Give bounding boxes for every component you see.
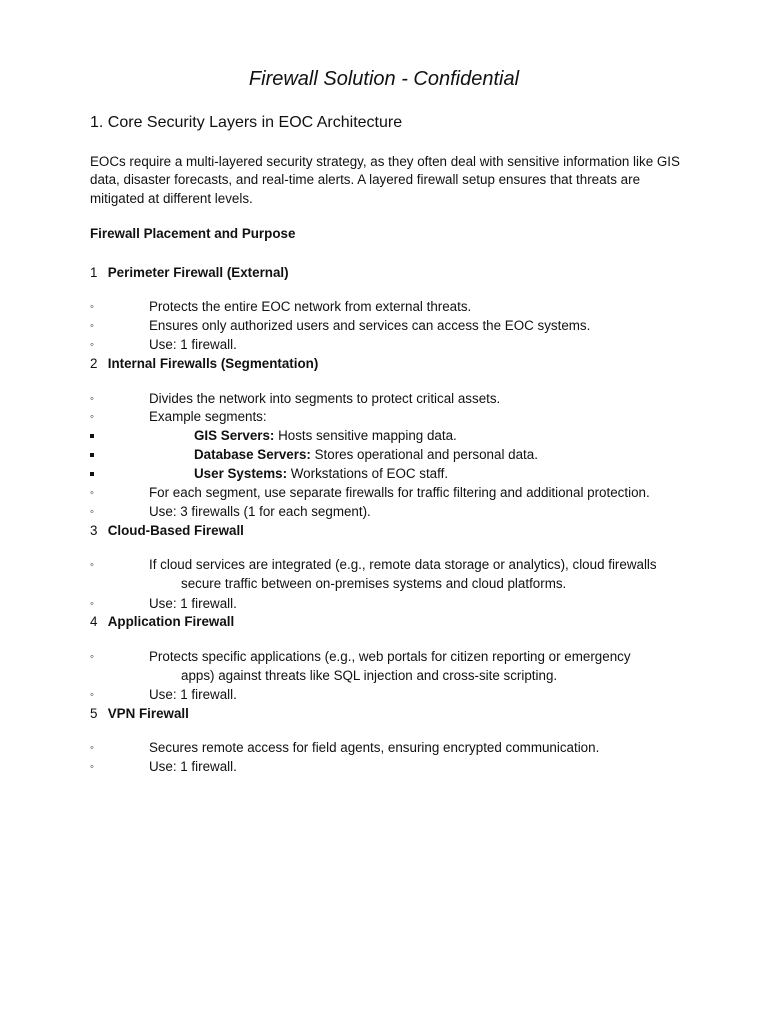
list-item: ◦ Divides the network into segments to protect critical assets. xyxy=(90,390,690,409)
circle-bullet-icon: ◦ xyxy=(90,411,94,423)
numbered-item-cloud xyxy=(90,522,244,540)
item-number: 4 xyxy=(90,614,98,629)
square-bullet-icon xyxy=(90,472,94,476)
list-item: ◦ Protects the entire EOC network from external threats. xyxy=(90,298,690,317)
document-title: Firewall Solution - Confidential xyxy=(248,68,520,90)
numbered-item-perimeter xyxy=(90,264,289,282)
item-number: 2 xyxy=(90,356,98,371)
list-item: ◦ Use: 1 firewall. xyxy=(90,686,690,705)
square-bullet-icon xyxy=(90,434,94,438)
list-item: ◦ Use: 1 firewall. xyxy=(90,595,690,614)
list-item: ◦ Use: 3 firewalls (1 for each segment). xyxy=(90,503,690,522)
segment-item-database: Database Servers: Stores operational and personal data. xyxy=(90,446,690,465)
list-item: ◦ Protects specific applications (e.g., web portals for citizen reporting or emergency apps) against threats like SQL injection and cross-site scripting. xyxy=(90,649,631,683)
circle-bullet-icon: ◦ xyxy=(90,339,94,351)
item-label: VPN Firewall xyxy=(107,706,189,721)
circle-bullet-icon: ◦ xyxy=(90,689,94,701)
circle-bullet-icon: ◦ xyxy=(90,742,94,754)
circle-bullet-icon: ◦ xyxy=(90,393,94,405)
circle-bullet-icon: ◦ xyxy=(90,598,94,610)
item-number: 5 xyxy=(90,706,98,721)
item-label: Cloud-Based Firewall xyxy=(107,523,244,538)
circle-bullet-icon: ◦ xyxy=(90,487,94,499)
segment-item-gis: GIS Servers: Hosts sensitive mapping data. xyxy=(90,427,690,446)
circle-bullet-icon: ◦ xyxy=(90,506,94,518)
numbered-item-internal xyxy=(90,355,318,373)
square-bullet-icon xyxy=(90,453,94,457)
segment-item-user-systems: User Systems: Workstations of EOC staff. xyxy=(90,465,690,484)
list-item: ◦ Use: 1 firewall. xyxy=(90,336,690,355)
item-label: Perimeter Firewall (External) xyxy=(107,265,289,280)
numbered-item-application xyxy=(90,613,234,631)
item-label: Internal Firewalls (Segmentation) xyxy=(107,356,319,371)
section-heading: 1. Core Security Layers in EOC Architecture xyxy=(90,114,403,131)
item-number: 1 xyxy=(90,265,98,280)
list-item: ◦ Ensures only authorized users and services can access the EOC systems. xyxy=(90,317,690,336)
circle-bullet-icon: ◦ xyxy=(90,761,94,773)
list-item: ◦ Example segments: xyxy=(90,408,690,427)
circle-bullet-icon: ◦ xyxy=(90,301,94,313)
list-item: ◦ Secures remote access for field agents, ensuring encrypted communication. xyxy=(90,739,690,758)
item-number: 3 xyxy=(90,523,98,538)
item-label: Application Firewall xyxy=(107,614,235,629)
placement-subheading: Firewall Placement and Purpose xyxy=(90,226,296,241)
circle-bullet-icon: ◦ xyxy=(90,559,94,571)
numbered-item-vpn xyxy=(90,705,189,723)
circle-bullet-icon: ◦ xyxy=(90,651,94,663)
list-item: ◦ If cloud services are integrated (e.g., remote data storage or analytics), cloud firewalls secure traffic between on-premises systems and cloud platforms. xyxy=(90,557,657,591)
circle-bullet-icon: ◦ xyxy=(90,320,94,332)
intro-paragraph: EOCs require a multi-layered security strategy, as they often deal with sensitive information like GIS data, disaster forecasts, and real-time alerts. A layered firewall setup ensures that threats are mitigated at different levels. xyxy=(90,154,680,206)
list-item: ◦ For each segment, use separate firewalls for traffic filtering and additional protection. xyxy=(90,484,690,503)
list-item: ◦ Use: 1 firewall. xyxy=(90,758,690,777)
